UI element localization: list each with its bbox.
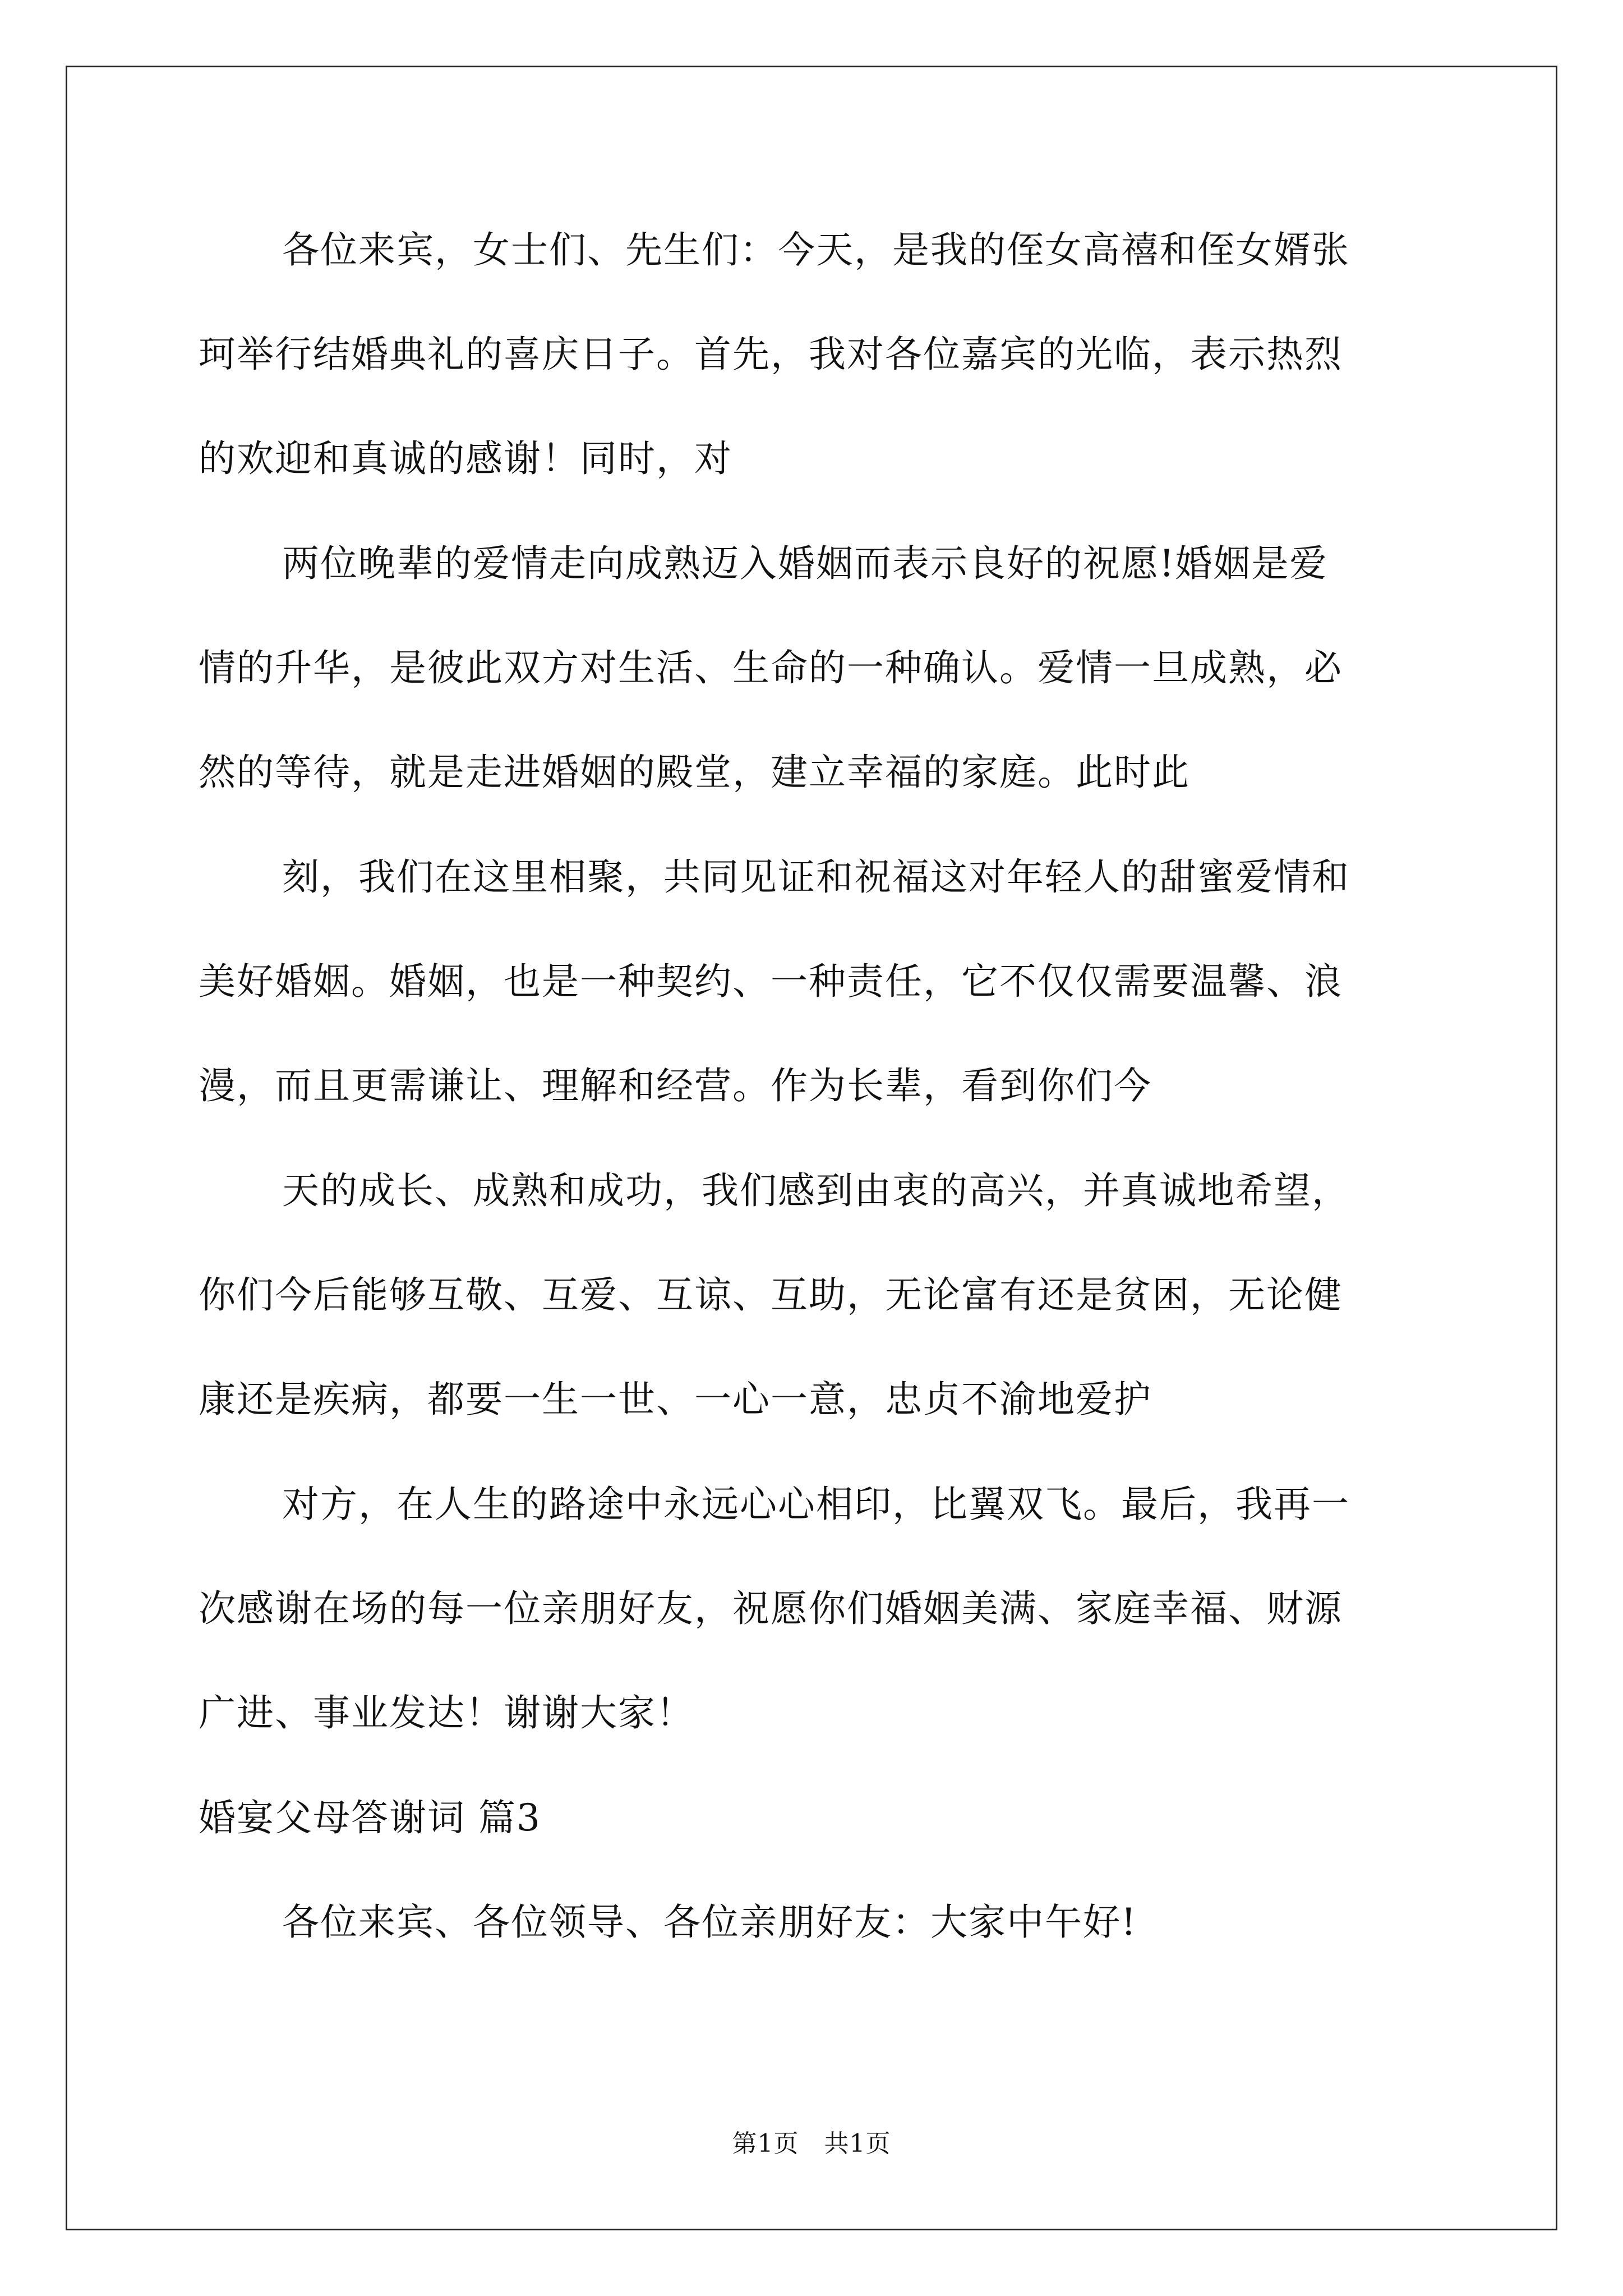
paragraph-line: 美好婚姻。婚姻，也是一种契约、一种责任，它不仅仅需要温馨、浪: [199, 960, 1343, 1003]
paragraph-line: 珂举行结婚典礼的喜庆日子。首先，我对各位嘉宾的光临，表示热烈: [199, 333, 1343, 376]
paragraph-line: 各位来宾，女士们、先生们：今天，是我的侄女高禧和侄女婿张: [282, 228, 1350, 272]
paragraph-line: 情的升华，是彼此双方对生活、生命的一种确认。爱情一旦成熟，必: [199, 646, 1343, 689]
paragraph-line: 然的等待，就是走进婚姻的殿堂，建立幸福的家庭。此时此: [199, 751, 1190, 794]
paragraph-line: 两位晚辈的爱情走向成熟迈入婚姻而表示良好的祝愿!婚姻是爱: [282, 542, 1328, 585]
paragraph-line: 漫，而且更需谦让、理解和经营。作为长辈，看到你们今: [199, 1064, 1152, 1107]
paragraph-line: 次感谢在场的每一位亲朋好友，祝愿你们婚姻美满、家庭幸福、财源: [199, 1587, 1343, 1630]
paragraph-line: 广进、事业发达！谢谢大家！: [199, 1691, 694, 1734]
page-footer: 第1页 共1页: [732, 2129, 891, 2158]
paragraph-line: 刻，我们在这里相聚，共同见证和祝福这对年轻人的甜蜜爱情和: [282, 855, 1350, 899]
paragraph-line: 各位来宾、各位领导、各位亲朋好友：大家中午好!: [282, 1901, 1137, 1944]
section-heading: 婚宴父母答谢词 篇3: [199, 1796, 541, 1839]
paragraph-line: 的欢迎和真诚的感谢！同时，对: [199, 437, 732, 480]
paragraph-line: 康还是疾病，都要一生一世、一心一意，忠贞不渝地爱护: [199, 1378, 1152, 1421]
paragraph-line: 你们今后能够互敬、互爱、互谅、互助，无论富有还是贫困，无论健: [199, 1273, 1343, 1317]
paragraph-line: 天的成长、成熟和成功，我们感到由衷的高兴，并真诚地希望，: [282, 1169, 1350, 1212]
paragraph-line: 对方，在人生的路途中永远心心相印，比翼双飞。最后，我再一: [282, 1483, 1350, 1526]
